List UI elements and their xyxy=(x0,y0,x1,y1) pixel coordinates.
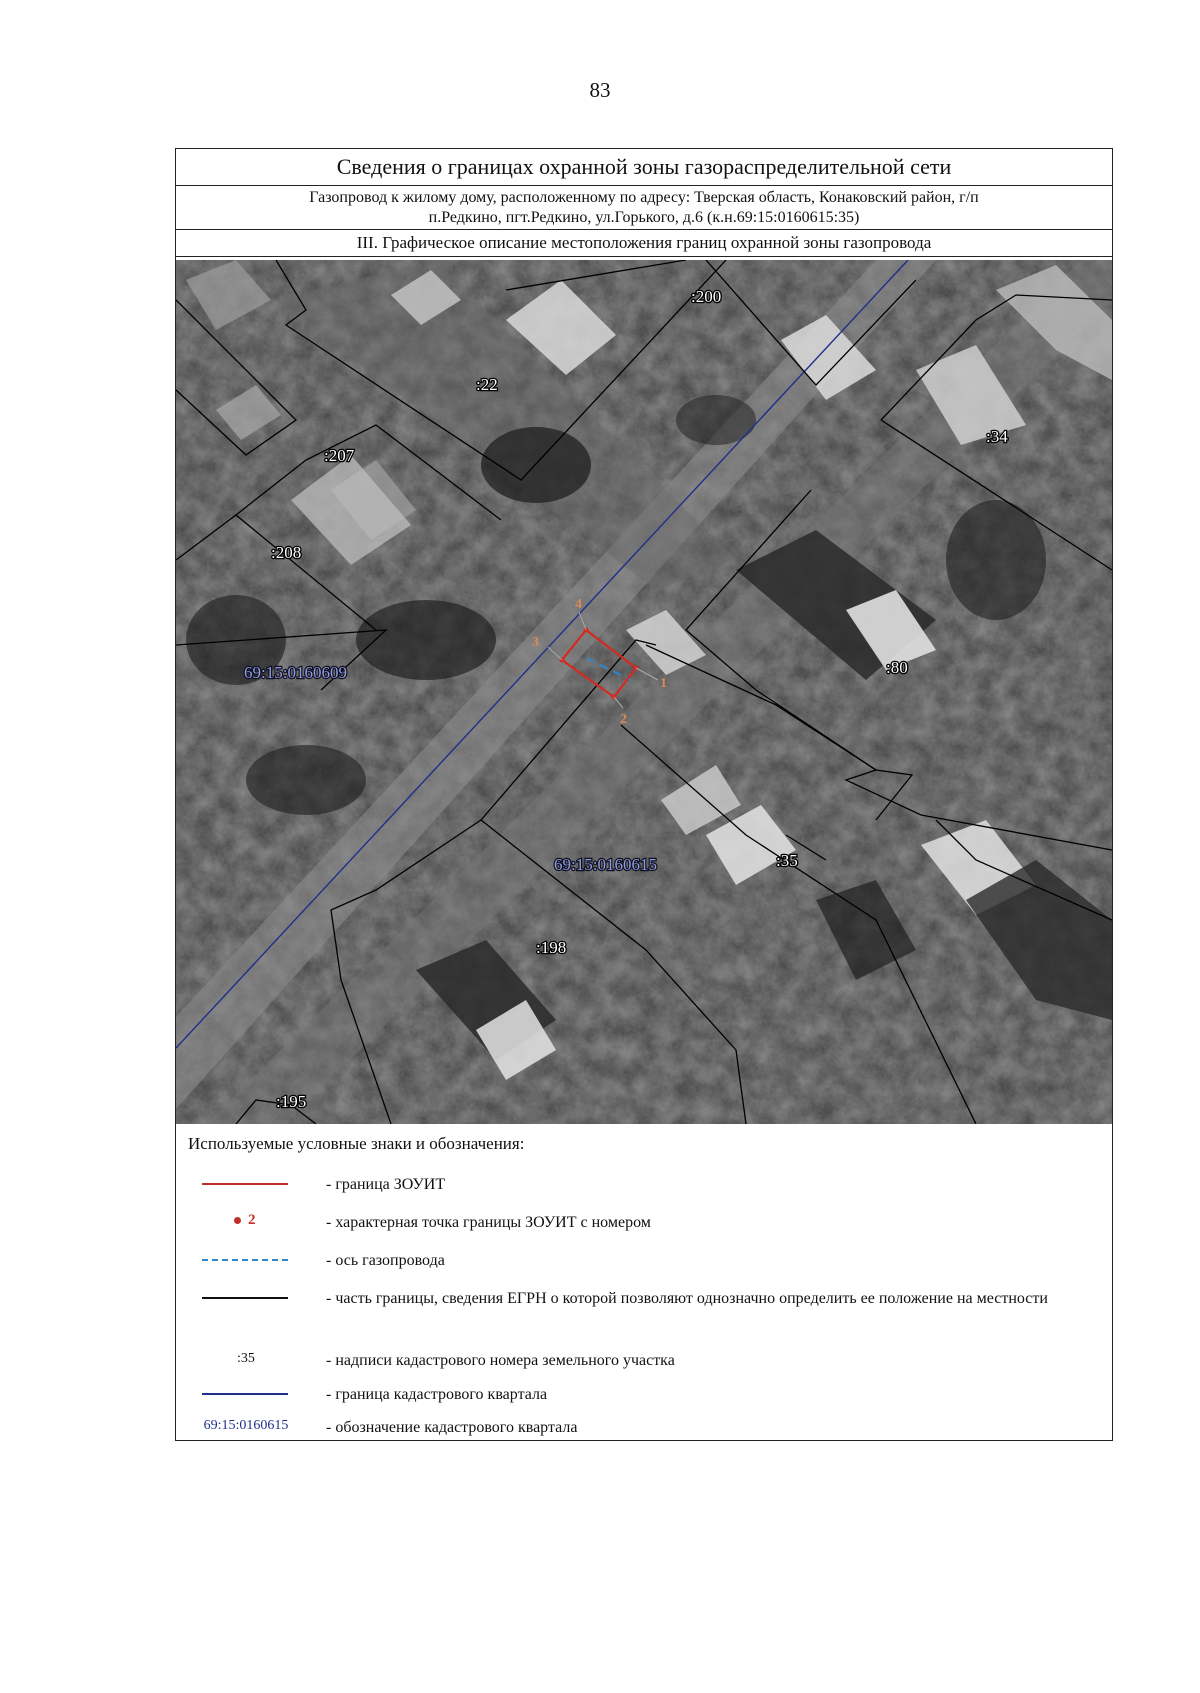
page-number: 83 xyxy=(589,78,611,102)
red-dot-icon: 2 xyxy=(196,1212,296,1232)
parcel-label: :195 xyxy=(276,1092,307,1111)
zone-point-label: 2 xyxy=(620,712,627,727)
parcel-label: :35 xyxy=(776,851,798,870)
section-heading: III. Графическое описание местоположения границ охранной зоны газопровода xyxy=(176,230,1112,257)
legend-heading: Используемые условные знаки и обозначения: xyxy=(188,1134,525,1153)
zone-point-label: 4 xyxy=(575,597,582,612)
parcel-label: :208 xyxy=(271,543,302,562)
parcel-label: :198 xyxy=(536,938,567,957)
black-line-icon xyxy=(196,1288,296,1308)
aerial-photo xyxy=(176,260,1112,1124)
cyan-dash-icon xyxy=(196,1250,296,1270)
zone-point-label: 3 xyxy=(532,635,539,650)
object-description-line-2: п.Редкино, пгт.Редкино, ул.Горького, д.6 (к.н.69:15:0160615:35) xyxy=(428,209,860,226)
object-description xyxy=(176,186,1112,230)
quarter-label-icon: 69:15:0160615 xyxy=(203,1418,289,1433)
object-description-line-1: Газопровод к жилому дому, расположенному по адресу: Тверская область, Конаковский район, г/п xyxy=(309,189,979,206)
parcel-label: :34 xyxy=(986,427,1008,446)
quarter-label: 69:15:0160609 xyxy=(244,663,347,682)
cadastral-map xyxy=(176,260,1112,1124)
quarter-label: 69:15:0160615 xyxy=(554,855,657,874)
zone-info-table: Сведения о границах охранной зоны газораспределительной сети Газопровод к жилому дому, расположенному по адресу: Тверская область, Конаковский район, г/п п.Редкино, пгт.Редкино, ул.Горького, д.6 (к.н.69:15:0160615:35) III. Графическое описание местоположения границ охранной зоны газопровода 1 2 3 4 :200 :22 :207 :208 :34 :80 :35 :198 :195 69:15:0160609 69:15:0160615 Используемые условные знаки и обозначения: - граница ЗОУИТ 2 - характерная точка границы ЗОУИТ с номером - ось газопровода - часть границы, сведения ЕГРН о которой позволяют однозначно определить ее положение на местности :35 - надписи кадастрового номера земельного участка - граница кадастрового квартала 69:15:0160615 - обозначение кадастрового квартала xyxy=(175,148,1113,1441)
parcel-label: :207 xyxy=(324,446,355,465)
document-title: Сведения о границах охранной зоны газораспределительной сети xyxy=(176,149,1112,186)
parcel-label: :22 xyxy=(476,375,498,394)
parcel-label: :80 xyxy=(886,658,908,677)
zone-point-label: 1 xyxy=(660,676,667,691)
parcel-label: :200 xyxy=(691,287,722,306)
parcel-label-icon: :35 xyxy=(237,1351,255,1366)
navy-line-icon xyxy=(196,1384,296,1404)
red-line-icon xyxy=(196,1174,296,1194)
